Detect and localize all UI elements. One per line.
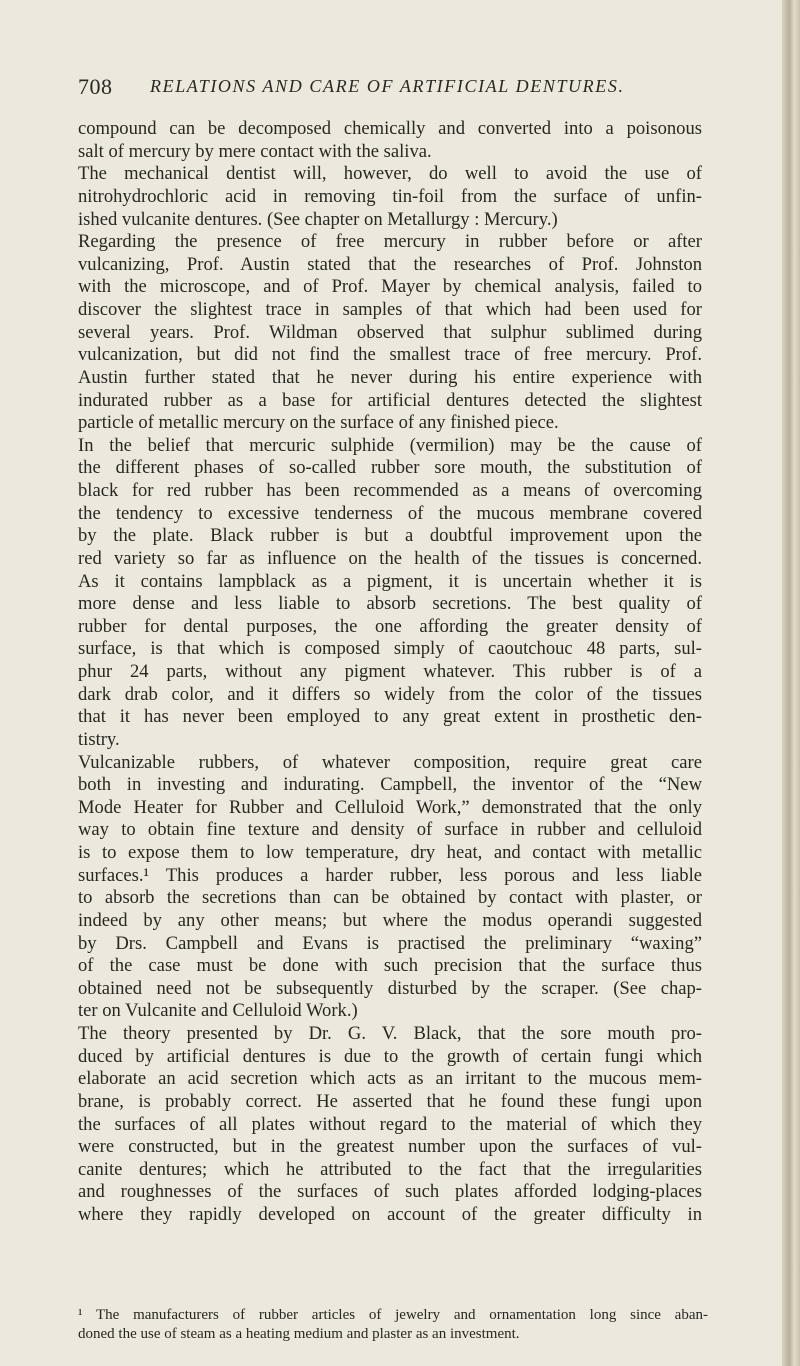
text-line: both in investing and indurating. Campbell, the inventor of the “New [78,774,702,796]
text-line: indurated rubber as a base for artificial dentures detected the slightest [78,389,702,411]
text-line: rubber for dental purposes, the one affording the greater density of [78,615,702,637]
page-header [78,74,718,104]
text-line: obtained need not be subsequently disturbed by the scraper. (See chap- [78,977,702,999]
text-line: way to obtain fine texture and density of surface in rubber and celluloid [78,819,702,841]
text-line: black for red rubber has been recommended as a means of overcoming [78,480,702,501]
text-line: vulcanizing, Prof. Austin stated that the researches of Prof. Johnston [78,253,702,275]
text-line: were constructed, but in the greatest number upon the surfaces of vul- [78,1136,702,1158]
text-line: surface, is that which is composed simply of caoutchouc 48 parts, sul- [78,638,702,660]
text-line: nitrohydrochloric acid in removing tin-foil from the surface of unfin- [78,185,702,207]
text-line: As it contains lampblack as a pigment, it is uncertain whether it is [78,570,702,592]
text-line: The mechanical dentist will, however, do well to avoid the use of [78,163,702,185]
text-line: brane, is probably correct. He asserted that he found these fungi upon [78,1090,702,1112]
text-line: discover the slightest trace in samples of that which had been used for [78,299,702,320]
text-line: tistry. [78,728,120,750]
running-head: RELATIONS AND CARE OF ARTIFICIAL DENTURES. [150,76,625,96]
text-line: dark drab color, and it differs so widely from the color of the tissues [78,683,702,705]
text-line: to absorb the secretions than can be obtained by contact with plaster, or [78,887,702,909]
text-line: ished vulcanite dentures. (See chapter on Metallurgy : Mercury.) [78,208,558,230]
footnote [78,1306,708,1344]
text-line: is to expose them to low temperature, dry heat, and contact with metallic [78,842,702,863]
text-line: surfaces.¹ This produces a harder rubber, less porous and less liable [78,864,702,886]
text-line: Austin further stated that he never during his entire experience with [78,366,702,388]
text-line: and roughnesses of the surfaces of such plates afforded lodging-places [78,1181,702,1203]
text-line: several years. Prof. Wildman observed that sulphur sublimed during [78,321,702,343]
text-line: ter on Vulcanite and Celluloid Work.) [78,1000,358,1022]
text-line: elaborate an acid secretion which acts as an irritant to the mucous mem- [78,1068,702,1090]
text-line: with the microscope, and of Prof. Mayer by chemical analysis, failed to [78,276,702,298]
text-line: Regarding the presence of free mercury in rubber before or after [78,231,702,253]
text-line: compound can be decomposed chemically and converted into a poisonous [78,118,702,139]
text-line: duced by artificial dentures is due to the growth of certain fungi which [78,1045,702,1067]
text-line: of the case must be done with such precision that the surface thus [78,955,702,977]
text-line: The theory presented by Dr. G. V. Black, that the sore mouth pro- [78,1023,702,1044]
footnote-line: doned the use of steam as a heating medium and plaster as an investment. [78,1326,520,1342]
text-line: by the plate. Black rubber is but a doubtful improvement upon the [78,525,702,547]
text-line: that it has never been employed to any great extent in prosthetic den- [78,706,702,728]
page-edge [782,0,800,1366]
text-line: the tendency to excessive tenderness of the mucous membrane covered [78,502,702,524]
text-line: salt of mercury by mere contact with the saliva. [78,140,432,162]
text-line: red variety so far as influence on the health of the tissues is concerned. [78,547,702,569]
page-number: 708 [78,74,113,99]
text-line: vulcanization, but did not find the smallest trace of free mercury. Prof. [78,344,702,366]
text-line: by Drs. Campbell and Evans is practised the preliminary “waxing” [78,932,702,954]
body-text [78,118,702,1227]
text-line: Mode Heater for Rubber and Celluloid Work,” demonstrated that the only [78,796,702,818]
text-line: the surfaces of all plates without regard to the material of which they [78,1113,702,1135]
text-line: particle of metallic mercury on the surface of any finished piece. [78,412,559,434]
text-line: In the belief that mercuric sulphide (vermilion) may be the cause of [78,434,702,456]
text-line: phur 24 parts, without any pigment whatever. This rubber is of a [78,661,702,682]
text-line: more dense and less liable to absorb secretions. The best quality of [78,593,702,615]
text-line: Vulcanizable rubbers, of whatever composition, require great care [78,751,702,773]
text-line: indeed by any other means; but where the modus operandi suggested [78,909,702,931]
footnote-line: ¹ The manufacturers of rubber articles of jewelry and ornamentation long since aban- [78,1307,708,1323]
text-line: where they rapidly developed on account of the greater difficulty in [78,1204,702,1225]
text-line: canite dentures; which he attributed to the fact that the irregularities [78,1158,702,1180]
text-line: the different phases of so-called rubber sore mouth, the substitution of [78,457,702,479]
